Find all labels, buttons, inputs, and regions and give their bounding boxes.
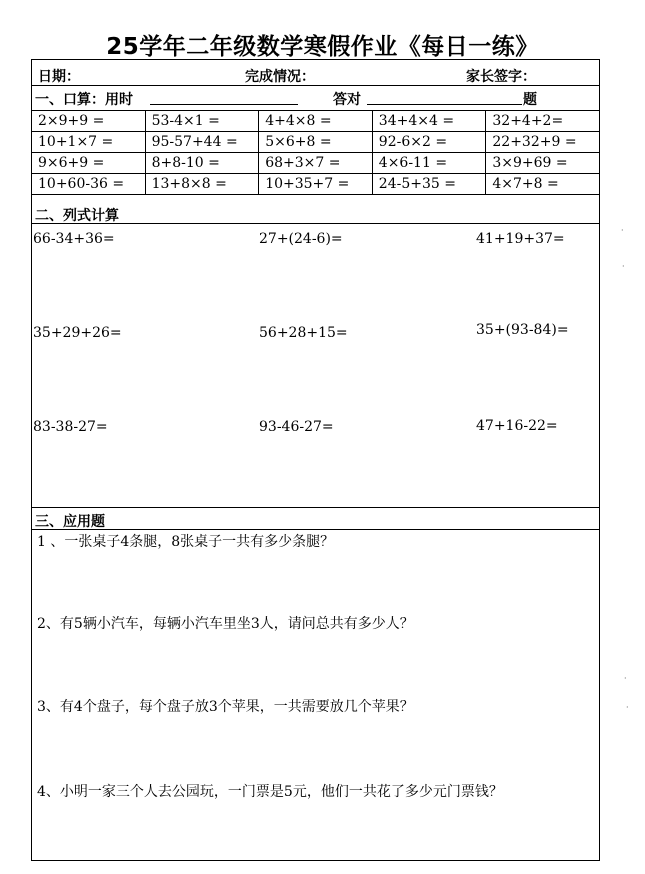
written-problem: 27+(24-6)= [259, 231, 343, 247]
oral-problem: 9×6+9 = [32, 153, 146, 174]
oral-problem: 2×9+9 = [32, 111, 146, 132]
written-problem: 56+28+15= [259, 325, 348, 341]
oral-problem: 13+8×8 = [145, 174, 259, 195]
oral-problem: 10+35+7 = [259, 174, 373, 195]
correct-label: 答对 [333, 92, 361, 108]
written-problem: 35+(93-84)= [476, 322, 569, 338]
oral-problem: 10+60-36 = [32, 174, 146, 195]
divider [31, 507, 600, 508]
parent-signature-label: 家长签字： [466, 69, 536, 85]
oral-problem: 4×6-11 = [372, 153, 486, 174]
completion-label: 完成情况： [245, 69, 315, 85]
scan-speck: · [626, 703, 629, 712]
oral-problem: 24-5+35 = [372, 174, 486, 195]
written-problem: 35+29+26= [33, 325, 122, 341]
page-title: 25学年二年级数学寒假作业《每日一练》 [106, 34, 539, 60]
word-problem: 3、有4个盘子，每个盘子放3个苹果，一共需要放几个苹果？ [37, 699, 414, 715]
table-row [32, 132, 600, 153]
scan-speck: · [621, 226, 624, 235]
section-word-problems-heading: 三、应用题 [35, 514, 105, 530]
oral-problem: 8+8-10 = [145, 153, 259, 174]
oral-problem: 53-4×1 = [145, 111, 259, 132]
oral-problem: 95-57+44 = [145, 132, 259, 153]
written-problem: 41+19+37= [476, 231, 565, 247]
correct-blank [367, 104, 522, 105]
divider [31, 223, 600, 224]
table-row [32, 174, 600, 195]
oral-problem: 4+4×8 = [259, 111, 373, 132]
oral-problem: 22+32+9 = [486, 132, 600, 153]
table-row [32, 111, 600, 132]
word-problem: 2、有5辆小汽车，每辆小汽车里坐3人，请问总共有多少人？ [37, 616, 414, 632]
word-problem: 1 、一张桌子4条腿，8张桌子一共有多少条腿？ [37, 534, 335, 550]
time-blank [150, 104, 298, 105]
oral-problem: 4×7+8 = [486, 174, 600, 195]
question-count-label: 题 [523, 92, 537, 108]
oral-problem: 32+4+2= [486, 111, 600, 132]
oral-calc-table [31, 110, 600, 195]
section-written-heading: 二、列式计算 [35, 208, 119, 224]
divider [31, 85, 600, 86]
oral-problem: 92-6×2 = [372, 132, 486, 153]
written-problem: 66-34+36= [33, 231, 115, 247]
oral-problem: 3×9+69 = [486, 153, 600, 174]
scan-speck: · [622, 262, 625, 271]
written-problem: 93-46-27= [259, 419, 334, 435]
divider [31, 529, 600, 530]
date-label: 日期： [38, 69, 80, 85]
oral-problem: 5×6+8 = [259, 132, 373, 153]
word-problem: 4、小明一家三个人去公园玩，一门票是5元，他们一共花了多少元门票钱？ [37, 784, 503, 800]
oral-problem: 10+1×7 = [32, 132, 146, 153]
table-row [32, 153, 600, 174]
scan-speck: · [624, 674, 627, 683]
written-problem: 47+16-22= [476, 418, 558, 434]
written-problem: 83-38-27= [33, 419, 108, 435]
section-oral-heading: 一、口算：用时 [35, 92, 133, 108]
oral-problem: 68+3×7 = [259, 153, 373, 174]
oral-problem: 34+4×4 = [372, 111, 486, 132]
